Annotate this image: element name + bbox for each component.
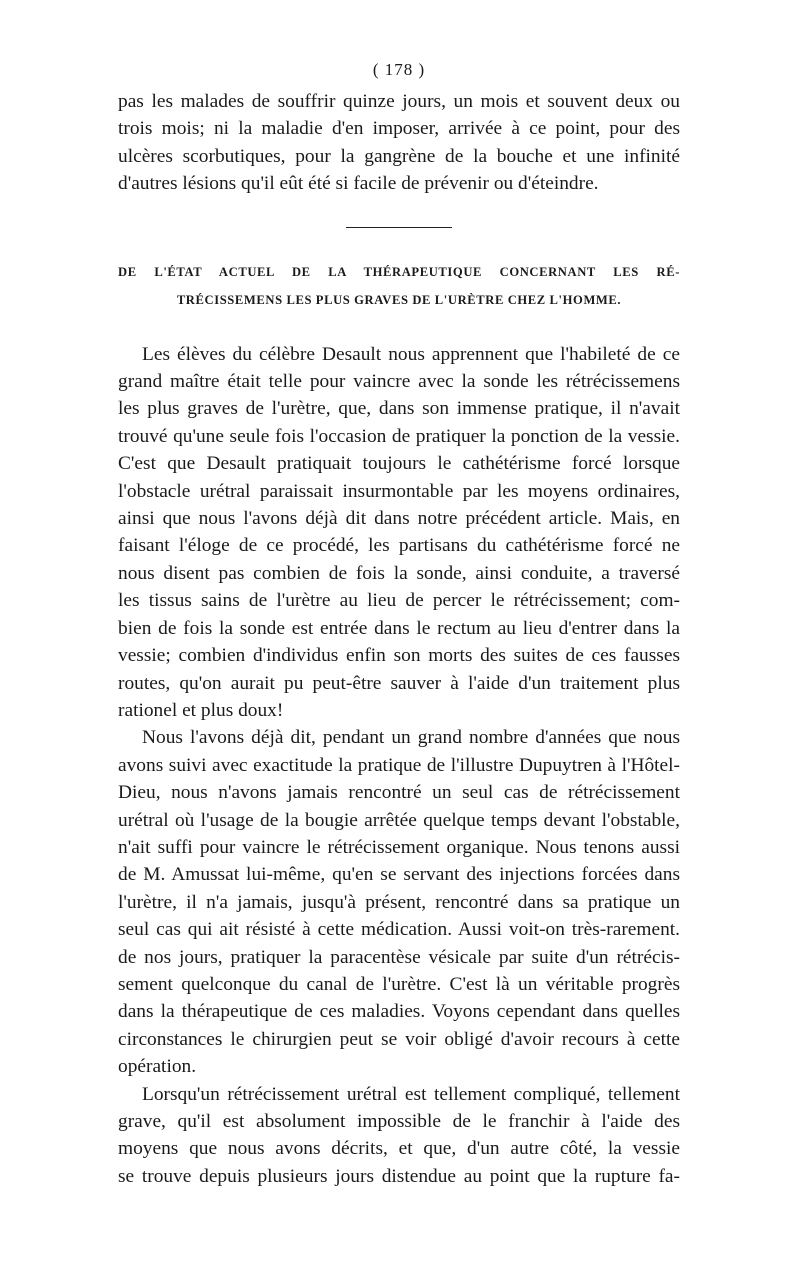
text-line: les plus graves de l'urètre, que, dans son immense pratique, il n'avait	[118, 398, 680, 420]
text-line: nous disent pas combien de fois la sonde, ainsi conduite, a traversé	[118, 562, 680, 584]
text-line: circonstances le chirurgien peut se voir obligé d'avoir recours à cette	[118, 1028, 680, 1050]
text-line: urétral où l'usage de la bougie arrêtée quelque temps devant l'obstable,	[118, 809, 680, 831]
text-line: trouvé qu'une seule fois l'occasion de pratiquer la ponction de la vessie.	[118, 425, 680, 447]
text-line: grave, qu'il est absolument impossible de le franchir à l'aide des	[118, 1111, 680, 1132]
text-line: vessie; combien d'individus enfin son morts des suites de ces fausses	[118, 645, 680, 667]
text-line: sement quelconque du canal de l'urètre. C'est là un véritable progrès	[118, 973, 680, 995]
heading-line: DE L'ÉTAT ACTUEL DE LA THÉRAPEUTIQUE CONCERNANT LES RÉ-	[118, 264, 680, 279]
text-line: les tissus sains de l'urètre au lieu de percer le rétrécissement; com-	[118, 590, 680, 612]
text-line: ainsi que nous l'avons déjà dit dans notre précédent article. Mais, en	[118, 508, 680, 530]
text-line: de M. Amussat lui-même, qu'en se servant des injections forcées dans	[118, 864, 680, 886]
text-line: routes, qu'on aurait pu peut-être sauver à l'aide d'un traitement plus	[118, 672, 680, 694]
paragraph-dupuytren	[118, 724, 680, 1080]
text-line: C'est que Desault pratiquait toujours le cathétérisme forcé lorsque	[118, 453, 680, 475]
text-line: pas les malades de souffrir quinze jours, un mois et souvent deux ou	[118, 91, 680, 112]
text-line: seul cas qui ait résisté à cette médication. Aussi voit-on très-rarement.	[118, 919, 680, 941]
text-line: se trouve depuis plusieurs jours distendue au point que la rupture fa-	[118, 1165, 680, 1187]
text-line: bien de fois la sonde est entrée dans le rectum au lieu d'entrer dans la	[118, 617, 680, 639]
paragraph-desault	[118, 341, 680, 725]
text-line: avons suivi avec exactitude la pratique de l'illustre Dupuytren à l'Hôtel-	[118, 754, 680, 776]
section-divider	[346, 227, 452, 228]
text-line: faisant l'éloge de ce procédé, les partisans du cathétérisme forcé ne	[118, 535, 680, 557]
text-line: l'urètre, il n'a jamais, jusqu'à présent, rencontré dans sa pratique un	[118, 891, 680, 913]
text-line: moyens que nous avons décrits, et que, d'un autre côté, la vessie	[118, 1138, 680, 1160]
text-line: d'autres lésions qu'il eût été si facile de prévenir ou d'éteindre.	[118, 173, 599, 195]
paragraph-complication	[118, 1081, 680, 1191]
heading-line: TRÉCISSEMENS LES PLUS GRAVES DE L'URÈTRE CHEZ L'HOMME.	[176, 292, 622, 307]
intro-paragraph	[118, 88, 680, 198]
text-line: trois mois; ni la maladie d'en imposer, arrivée à ce point, pour des	[118, 118, 680, 140]
book-page	[118, 60, 680, 1190]
text-line: Lorsqu'un rétrécissement urétral est tellement compliqué, tellement	[142, 1083, 680, 1105]
page-number: ( 178 )	[372, 60, 426, 79]
text-line: Dieu, nous n'avons jamais rencontré un seul cas de rétrécissement	[118, 782, 680, 804]
text-line: Nous l'avons déjà dit, pendant un grand nombre d'années que nous	[142, 727, 680, 749]
text-line: dans la thérapeutique de ces maladies. Voyons cependant dans quelles	[118, 1001, 680, 1023]
text-line: opération.	[118, 1056, 197, 1078]
text-line: Les élèves du célèbre Desault nous apprennent que l'habileté de ce	[142, 343, 680, 365]
text-line: de nos jours, pratiquer la paracentèse vésicale par suite d'un rétrécis-	[118, 946, 680, 968]
text-line: l'obstacle urétral paraissait insurmontable par les moyens ordinaires,	[118, 480, 680, 502]
text-line: rationel et plus doux!	[118, 699, 284, 721]
text-line: ulcères scorbutiques, pour la gangrène de la bouche et une infinité	[118, 145, 680, 167]
text-line: grand maître était telle pour vaincre avec la sonde les rétrécissemens	[118, 371, 680, 393]
text-line: n'ait suffi pour vaincre le rétrécissement organique. Nous tenons aussi	[118, 836, 680, 858]
section-heading	[118, 258, 680, 314]
